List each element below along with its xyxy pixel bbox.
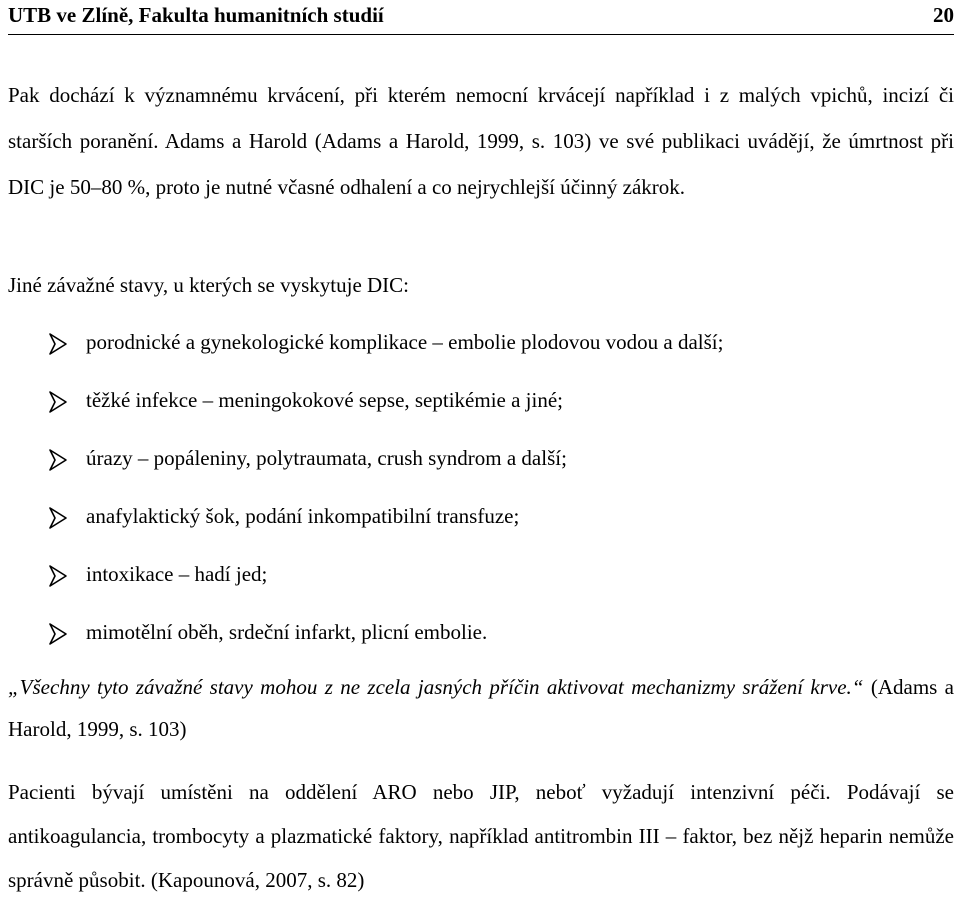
quotation-text: „Všechny tyto závažné stavy mohou z ne zcela jasných příčin aktivovat mechanizmy srážení krve.“ <box>8 675 864 699</box>
list-item-text: anafylaktický šok, podání inkompatibilní transfuze; <box>86 504 520 528</box>
paragraph-dic-bleeding: Pak dochází k významnému krvácení, při kterém nemocní krvácejí například i z malých vpichů, incizí či starších poranění. Adams a Harold (Adams a Harold, 1999, s. 103) ve své publikaci uvádějí, že úmrtnost při DIC je 50–80 %, proto je nutné včasné odhalení a co nejrychlejší účinný zákrok. <box>8 83 954 199</box>
arrowhead-bullet-icon <box>48 448 68 472</box>
page-number: 20 <box>933 3 954 27</box>
quotation-citation: (Adams a Harold, 1999, s. 103) <box>8 675 954 741</box>
list-item-text: těžké infekce – meningokokové sepse, septikémie a jiné; <box>86 388 564 412</box>
paragraph-treatment: Pacienti bývají umístěni na oddělení ARO nebo JIP, neboť vyžadují intenzivní péči. Podávají se antikoagulancia, trombocyty a plazmatické faktory, například antitrombin III – faktor, bez nějž heparin nemůže správně působit. (Kapounová, 2007, s. 82) <box>8 780 954 892</box>
paragraph-intro: Jiné závažné stavy, u kterých se vyskytuje DIC: <box>8 273 410 297</box>
list-item-text: intoxikace – hadí jed; <box>86 562 268 586</box>
list-item-text: porodnické a gynekologické komplikace – embolie plodovou vodou a další; <box>86 330 724 354</box>
arrowhead-bullet-icon <box>48 390 68 414</box>
header-title: UTB ve Zlíně, Fakulta humanitních studií <box>8 3 384 27</box>
arrowhead-bullet-icon <box>48 506 68 530</box>
list-item-text: úrazy – popáleniny, polytraumata, crush syndrom a další; <box>86 446 567 470</box>
arrowhead-bullet-icon <box>48 332 68 356</box>
list-item-text: mimotělní oběh, srdeční infarkt, plicní embolie. <box>86 620 488 644</box>
page-header <box>8 0 954 35</box>
quotation-paragraph <box>8 666 954 750</box>
arrowhead-bullet-icon <box>48 564 68 588</box>
arrowhead-bullet-icon <box>48 622 68 646</box>
